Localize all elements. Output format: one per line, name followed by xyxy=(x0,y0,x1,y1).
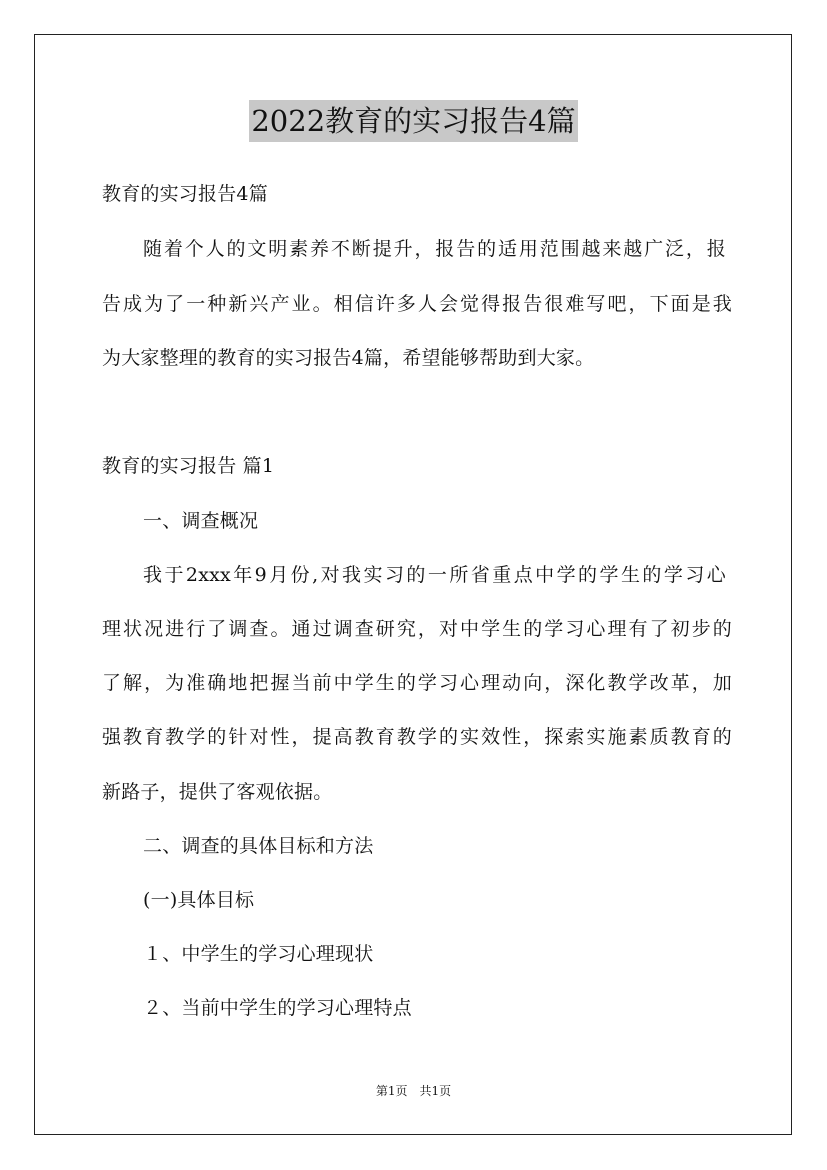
intro-line-3: 为大家整理的教育的实习报告4篇，希望能够帮助到大家。 xyxy=(102,347,595,369)
sub2-item-heading: (一)具体目标 xyxy=(143,889,255,911)
sub2-heading: 二、调查的具体目标和方法 xyxy=(143,835,374,857)
list-item: ２、当前中学生的学习心理特点 xyxy=(143,997,412,1019)
page-footer: 第1页 共1页 xyxy=(375,1084,452,1098)
title-container xyxy=(0,100,827,142)
intro-line-1: 随着个人的文明素养不断提升，报告的适用范围越来越广泛，报 xyxy=(143,238,726,260)
document-title: 2022教育的实习报告4篇 xyxy=(249,100,577,142)
sub1-heading: 一、调查概况 xyxy=(143,510,259,532)
section-heading: 教育的实习报告 篇1 xyxy=(102,455,275,477)
sub1-body-line-3: 了解，为准确地把握当前中学生的学习心理动向，深化教学改革，加 xyxy=(102,672,732,694)
document-subtitle: 教育的实习报告4篇 xyxy=(102,183,268,205)
sub1-body-line-1: 我于2xxx年9月份,对我实习的一所省重点中学的学生的学习心 xyxy=(143,564,726,586)
list-item: １、中学生的学习心理现状 xyxy=(143,943,374,965)
intro-line-2: 告成为了一种新兴产业。相信许多人会觉得报告很难写吧，下面是我 xyxy=(102,293,732,315)
sub1-body-line-5: 新路子，提供了客观依据。 xyxy=(102,781,333,803)
sub1-body-line-2: 理状况进行了调查。通过调查研究，对中学生的学习心理有了初步的 xyxy=(102,618,732,640)
sub1-body-line-4: 强教育教学的针对性，提高教育教学的实效性，探索实施素质教育的 xyxy=(102,726,732,748)
